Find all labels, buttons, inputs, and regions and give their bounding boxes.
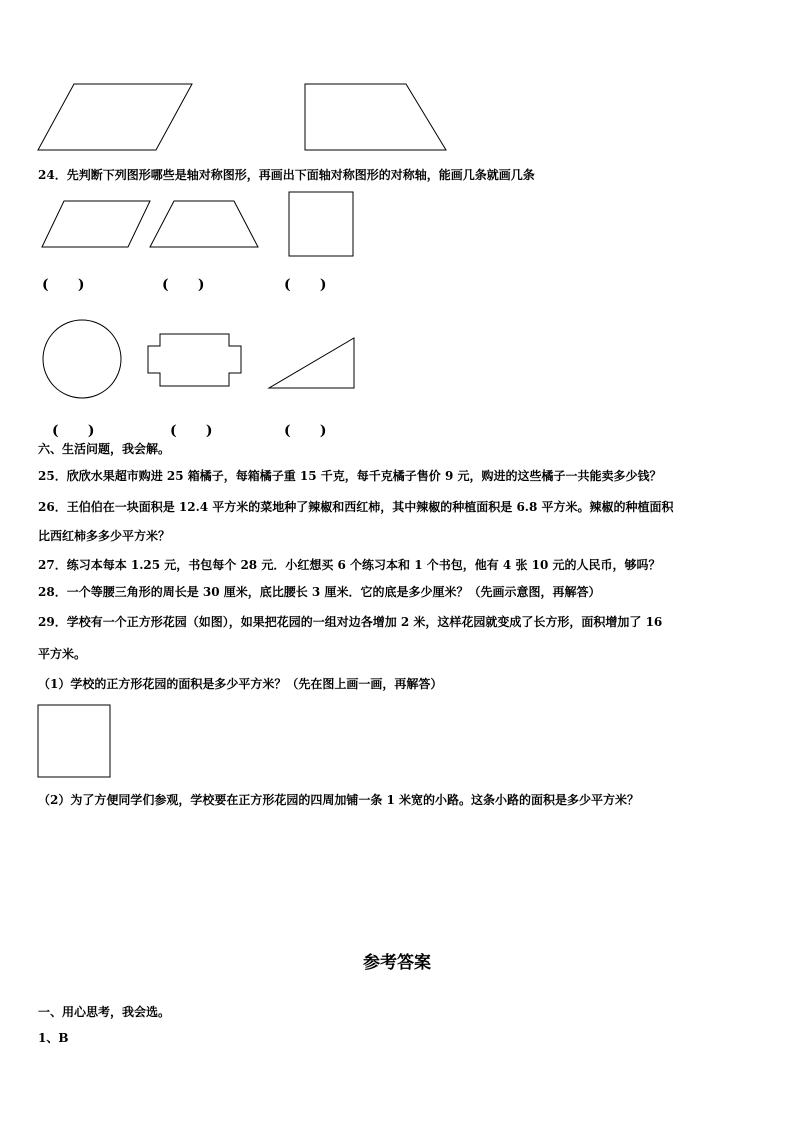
question-29-sub-2: （2）为了方便同学们参观，学校要在正方形花园的四周加铺一条 1 米宽的小路。这条小路的面积是多少平方米？ [38, 793, 640, 807]
answer-1: 1、B [38, 1031, 69, 1045]
q24-answer-blank-2[interactable]: ( ) [162, 277, 205, 293]
q24-answer-blank-4[interactable]: ( ) [52, 423, 95, 439]
question-29-sub-1: （1）学校的正方形花园的面积是多少平方米？（先在图上画一画，再解答） [38, 677, 443, 691]
q24-answer-blank-6[interactable]: ( ) [284, 423, 327, 439]
question-29-line-1: 29．学校有一个正方形花园（如图），如果把花园的一组对边各增加 2 米，这样花园就变成了长方形，面积增加了 16 [38, 615, 663, 629]
question-24: 24．先判断下列图形哪些是轴对称图形，再画出下面轴对称图形的对称轴，能画几条就画几条 [38, 168, 535, 182]
q24-answer-blank-3[interactable]: ( ) [284, 277, 327, 293]
q24-answer-blank-1[interactable]: ( ) [42, 277, 85, 293]
question-28: 28．一个等腰三角形的周长是 30 厘米，底比腰长 3 厘米．它的底是多少厘米？（先画示意图，再解答） [38, 585, 601, 599]
q24-answer-blank-5[interactable]: ( ) [170, 423, 213, 439]
answers-title: 参考答案 [363, 953, 431, 973]
answers-section-1: 一、用心思考，我会选。 [38, 1005, 171, 1019]
question-27: 27．练习本每本 1.25 元，书包每个 28 元．小红想买 6 个练习本和 1 个书包，他有 4 张 10 元的人民币，够吗？ [38, 558, 661, 572]
question-29-line-2: 平方米。 [38, 647, 87, 661]
question-25: 25．欣欣水果超市购进 25 箱橘子，每箱橘子重 15 千克，每千克橘子售价 9 元，购进的这些橘子一共能卖多少钱？ [38, 469, 662, 483]
section-6-heading: 六、生活问题，我会解。 [38, 442, 171, 456]
question-26-line-2: 比西红柿多多少平方米？ [38, 529, 171, 543]
question-26-line-1: 26．王伯伯在一块面积是 12.4 平方米的菜地种了辣椒和西红柿，其中辣椒的种植面积是 6.8 平方米。辣椒的种植面积 [38, 500, 674, 514]
